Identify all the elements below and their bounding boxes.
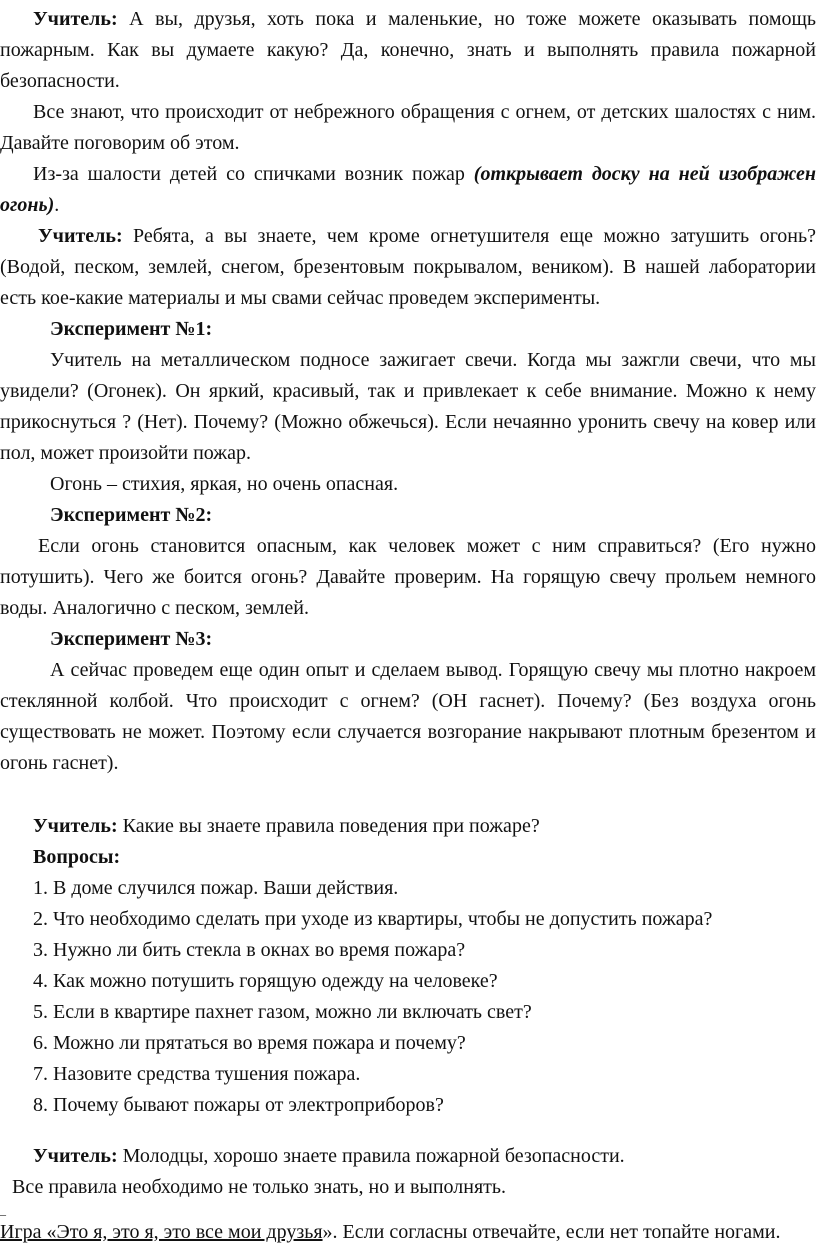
experiment-title: Эксперимент №2: [50, 504, 213, 526]
spacer [0, 779, 816, 811]
paragraph-text: Из-за шалости детей со спичками возник пожар [33, 163, 474, 185]
experiment-1-note: Огонь – стихия, яркая, но очень опасная. [50, 473, 399, 495]
list-item: 5. Если в квартире пахнет газом, можно ли включать свет? [33, 1001, 532, 1023]
final-remark-line: Все правила необходимо не только знать, но и выполнять. [12, 1176, 507, 1198]
experiment-title: Эксперимент №3: [50, 628, 213, 650]
paragraph-question [0, 221, 816, 314]
experiment-2-title [0, 500, 816, 531]
section-title: Вопросы: [33, 846, 121, 868]
questions-title [0, 842, 816, 873]
experiment-1-text: Учитель на металлическом подносе зажигает свечи. Когда мы зажгли свечи, что мы увидели? (Огонек). Он яркий, красивый, так и привлекает к себе внимание. Можно к нему прикоснуться ? (Нет). Почему? (Можно обжечься). Если нечаянно уронить свечу на ковер или пол, может произойти пожар. [0, 349, 816, 464]
paragraph-intro [0, 4, 816, 97]
speaker-label: Учитель: [38, 225, 123, 247]
stage-direction: (открывает доску на ней изображен огонь) [0, 163, 816, 216]
paragraph-text: Все знают, что происходит от небрежного обращения с огнем, от детских шалостях с ним. Давайте поговорим об этом. [0, 101, 816, 154]
list-item: 2. Что необходимо сделать при уходе из квартиры, чтобы не допустить пожара? [33, 908, 713, 930]
game-text: ». Если согласны отвечайте, если нет топайте ногами. [322, 1221, 781, 1243]
experiment-3-text: А сейчас проведем еще один опыт и сделаем вывод. Горящую свечу мы плотно накроем стеклянной колбой. Что происходит с огнем? (ОН гаснет). Почему? (Без воздуха огонь существовать не может. Поэтому если случается возгорание накрывают плотным брезентом и огонь гаснет). [0, 659, 816, 774]
paragraph-text: Ребята, а вы знаете, чем кроме огнетушителя еще можно затушить огонь? (Водой, песком, землей, снегом, брезентовым покрывалом, веником). В нашей лаборатории есть кое-какие материалы и мы свами сейчас проведем эксперименты. [0, 225, 816, 309]
paragraph-text: Молодцы, хорошо знаете правила пожарной безопасности. [117, 1145, 625, 1167]
paragraph-fire [0, 159, 816, 221]
paragraph-text: Какие вы знаете правила поведения при пожаре? [117, 815, 540, 837]
final-remark [0, 1141, 816, 1172]
experiment-title: Эксперимент №1: [50, 318, 213, 340]
separator-mark: _ [0, 1203, 6, 1217]
punctuation: . [54, 194, 60, 216]
list-item: 6. Можно ли прятаться во время пожара и почему? [33, 1032, 466, 1054]
spacer [0, 1121, 816, 1141]
list-item: 1. В доме случился пожар. Ваши действия. [33, 877, 399, 899]
questions-list [0, 873, 816, 1121]
paragraph-text: А вы, друзья, хоть пока и маленькие, но тоже можете оказывать помощь пожарным. Как вы думаете какую? Да, конечно, знать и выполнять правила пожарной безопасности. [0, 8, 816, 92]
speaker-label: Учитель: [33, 8, 118, 30]
list-item: 4. Как можно потушить горящую одежду на человеке? [33, 970, 498, 992]
list-item: 7. Назовите средства тушения пожара. [33, 1063, 361, 1085]
list-item: 8. Почему бывают пожары от электроприборов? [33, 1094, 444, 1116]
speaker-label: Учитель: [33, 1145, 118, 1167]
experiment-3-title [0, 624, 816, 655]
experiment-1-title [0, 314, 816, 345]
questions-intro [0, 811, 816, 842]
game-title: Игра «Это я, это я, это все мои друзья [0, 1221, 323, 1243]
game-paragraph [0, 1217, 816, 1248]
experiment-2-text: Если огонь становится опасным, как человек может с ним справиться? (Его нужно потушить). Чего же боится огонь? Давайте проверим. На горящую свечу прольем немного воды. Аналогично с песком, землей. [0, 535, 816, 619]
list-item: 3. Нужно ли бить стекла в окнах во время пожара? [33, 939, 466, 961]
speaker-label: Учитель: [33, 815, 118, 837]
